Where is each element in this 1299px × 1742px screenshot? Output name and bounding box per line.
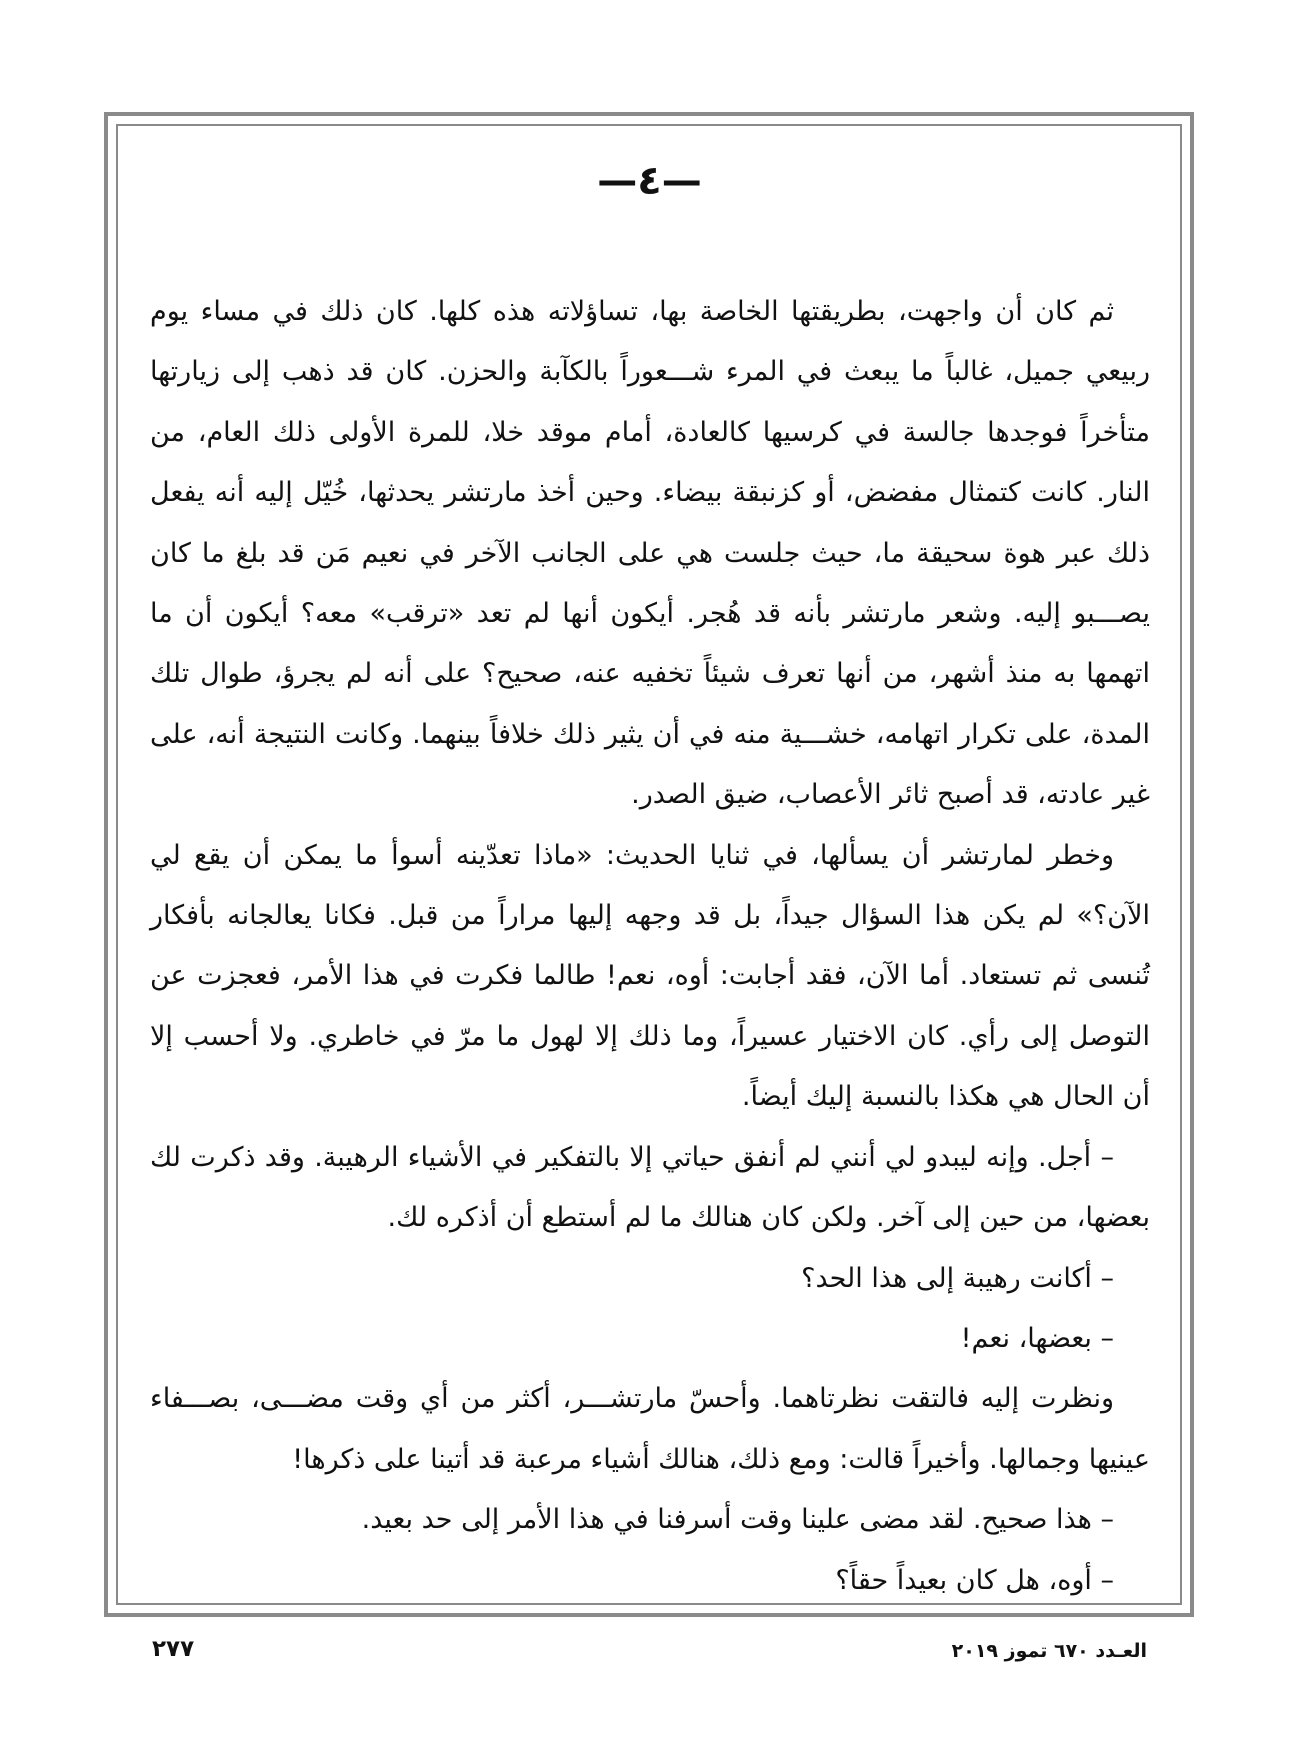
dialogue-line-2: – بعضها، نعم! [960, 1322, 1114, 1354]
dialogue-line-4: – أوه، هل كان بعيداً حقاً؟ [835, 1564, 1114, 1596]
paragraph-2: وخطر لمارتشر أن يسألها، في ثنايا الحديث: «ماذا تعدّينه أسوأ ما يمكن أن يقع لي الآن؟» لم يكن هذا السؤال جيداً، بل قد وجهه إليها مراراً من قبل. فكانا يعالجانه بأفكار تُنسى ثم تستعاد. أما الآن، فقد أجابت: أوه، نعم! طالما فكرت في هذا الأمر، فعجزت عن التوصل إلى رأي. كان الاختيار عسيراً، وما ذلك إلا لهول ما مرّ في خاطري. ولا أحسب إلا أن الحال هي هكذا بالنسبة إليك أيضاً. [150, 839, 1150, 1113]
chapter-number: —٤— [597, 158, 702, 204]
page-number: ٢٧٧ [152, 1636, 195, 1662]
body-text [150, 282, 1150, 1611]
dialogue-line-1: – أكانت رهيبة إلى هذا الحد؟ [801, 1262, 1114, 1294]
paragraph-4: ونظرت إليه فالتقت نظرتاهما. وأحسّ مارتشـــر، أكثر من أي وقت مضـــى، بصـــفاء عينيها وجمالها. وأخيراً قالت: ومع ذلك، هنالك أشياء مرعبة قد أتينا على ذكرها! [150, 1383, 1150, 1475]
issue-label: العـدد ٦٧٠ تموز ٢٠١٩ [951, 1640, 1147, 1662]
paragraph-1: ثم كان أن واجهت، بطريقتها الخاصة بها، تساؤلاته هذه كلها. كان ذلك في مساء يوم ربيعي جميل، غالباً ما يبعث في المرء شـــعوراً بالكآبة والحزن. كان قد ذهب إلى زيارتها متأخراً فوجدها جالسة في كرسيها كالعادة، أمام موقد خلا، للمرة الأولى ذلك العام، من النار. كانت كتمثال مفضض، أو كزنبقة بيضاء. وحين أخذ مارتشر يحدثها، خُيّل إليه أنه يفعل ذلك عبر هوة سحيقة ما، حيث جلست هي على الجانب الآخر في نعيم مَن قد بلغ ما كان يصـــبو إليه. وشعر مارتشر بأنه قد هُجر. أيكون أنها لم تعد «ترقب» معه؟ أيكون أن ما اتهمها به منذ أشهر، من أنها تعرف شيئاً تخفيه عنه، صحيح؟ على أنه لم يجرؤ، طوال تلك المدة، على تكرار اتهامه، خشـــية منه في أن يثير ذلك خلافاً بينهما. وكانت النتيجة أنه، على غير عادته، قد أصبح ثائر الأعصاب، ضيق الصدر. [150, 296, 1150, 811]
paragraph-3: – أجل. وإنه ليبدو لي أنني لم أنفق حياتي إلا بالتفكير في الأشياء الرهيبة. وقد ذكرت لك بعضها، من حين إلى آخر. ولكن كان هنالك ما لم أستطع أن أذكره لك. [150, 1141, 1150, 1234]
dialogue-line-3: – هذا صحيح. لقد مضى علينا وقت أسرفنا في هذا الأمر إلى حد بعيد. [361, 1504, 1114, 1536]
